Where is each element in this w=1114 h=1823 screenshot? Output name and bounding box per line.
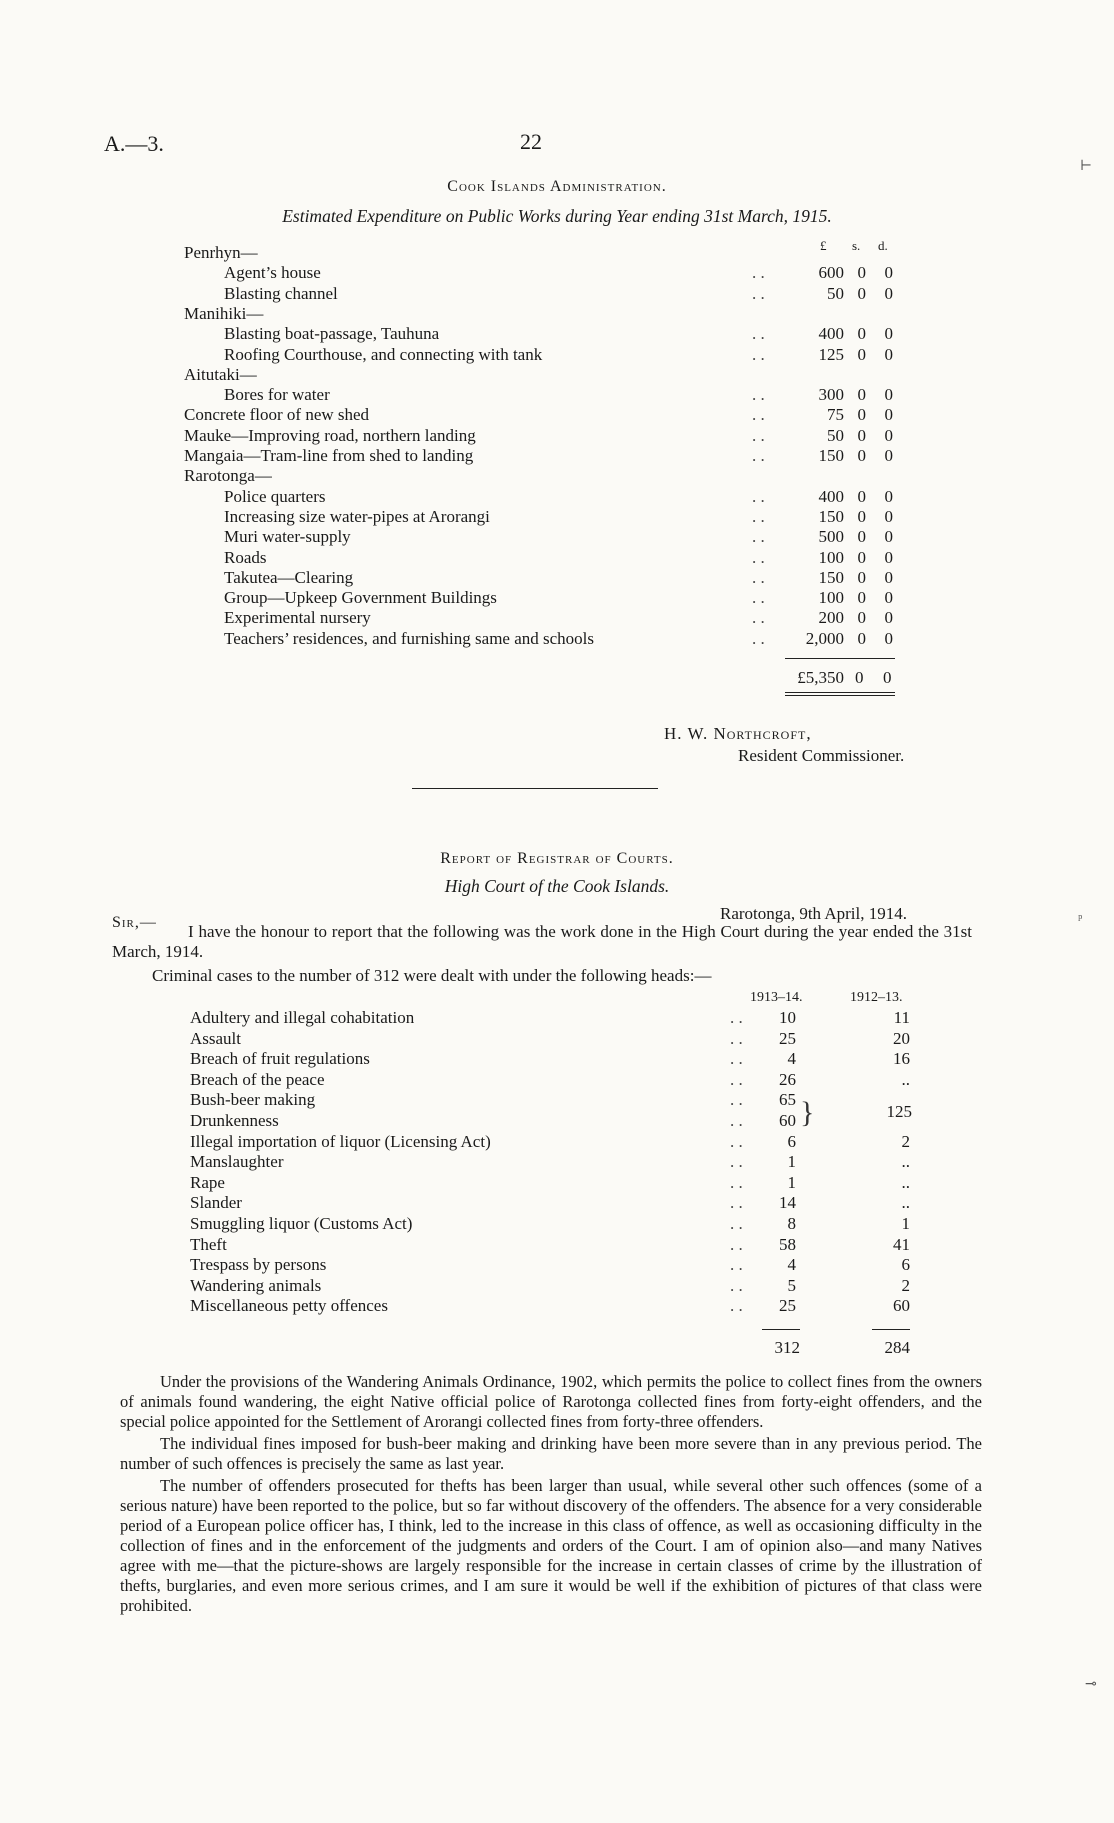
crime-count-1913: 1 xyxy=(787,1172,796,1192)
leader-dots: . . xyxy=(730,1275,743,1295)
expenditure-row-pounds: 150 xyxy=(818,506,844,526)
expenditure-row-pounds: 200 xyxy=(818,608,844,628)
expenditure-row-pence: 0 xyxy=(884,263,893,283)
leader-dots: . . xyxy=(730,1090,743,1110)
expenditure-row-pence: 0 xyxy=(884,486,893,506)
expenditure-title: Cook Islands Administration. xyxy=(447,178,667,195)
expenditure-row-pounds: 150 xyxy=(818,567,844,587)
report-title: Report of Registrar of Courts. xyxy=(440,850,674,867)
expenditure-row xyxy=(0,527,1114,547)
expenditure-row-pounds: 600 xyxy=(818,263,844,283)
expenditure-row-pence: 0 xyxy=(884,324,893,344)
series-code: A.—3. xyxy=(104,131,164,156)
expenditure-row-shillings: 0 xyxy=(857,283,866,303)
leader-dots: . . xyxy=(752,446,765,465)
crime-count-1913: 4 xyxy=(787,1049,796,1069)
expenditure-row-pence: 0 xyxy=(884,344,893,364)
crime-row xyxy=(0,1296,1114,1316)
expenditure-row-pence: 0 xyxy=(884,608,893,628)
expenditure-row-pence: 0 xyxy=(884,547,893,567)
crime-count-1912: .. xyxy=(901,1152,910,1172)
expenditure-row-label: Bores for water xyxy=(224,385,330,405)
crime-count-1912: 16 xyxy=(893,1049,910,1069)
bracket-value: 125 xyxy=(886,1102,912,1121)
expenditure-row xyxy=(0,324,1114,344)
leader-dots: . . xyxy=(730,1255,743,1275)
expenditure-row xyxy=(0,507,1114,527)
crime-row-label: Adultery and illegal cohabitation xyxy=(190,1008,415,1027)
margin-mark: ⊸ xyxy=(1085,1677,1097,1692)
crime-row-label: Breach of fruit regulations xyxy=(190,1049,370,1069)
crime-count-1913: 26 xyxy=(779,1069,796,1089)
expenditure-row-pounds: 100 xyxy=(818,588,844,608)
expenditure-row-pence: 0 xyxy=(884,588,893,608)
crime-row xyxy=(0,1276,1114,1296)
crime-count-1912: 20 xyxy=(893,1028,910,1048)
crime-row-label: Wandering animals xyxy=(190,1275,322,1295)
expenditure-row-pence: 0 xyxy=(884,425,893,445)
expenditure-row xyxy=(0,588,1114,608)
crime-count-1913: 58 xyxy=(779,1234,796,1254)
crime-count-1913: 25 xyxy=(779,1028,796,1048)
expenditure-row-label: Mauke—Improving road, northern landing xyxy=(184,425,476,445)
leader-dots: . . xyxy=(730,1234,743,1254)
crime-row-label: Trespass by persons xyxy=(190,1255,327,1275)
expenditure-row-pence: 0 xyxy=(884,527,893,547)
leader-dots: . . xyxy=(752,263,765,283)
expenditure-row-shillings: 0 xyxy=(857,527,866,547)
crime-row xyxy=(0,1008,1114,1028)
crime-row-label: Breach of the peace xyxy=(190,1069,325,1089)
expenditure-total-pounds: £5,350 xyxy=(797,668,844,687)
expenditure-row xyxy=(0,487,1114,507)
expenditure-total-rule xyxy=(785,658,895,659)
crime-row-label: Slander xyxy=(190,1193,242,1213)
expenditure-row-label: Rarotonga— xyxy=(184,466,272,486)
signatory-title: Resident Commissioner. xyxy=(738,746,905,765)
col-1912-header: 1912–13. xyxy=(850,990,903,1005)
leader-dots: . . xyxy=(752,567,765,587)
margin-mark: ⊢ xyxy=(1080,159,1093,174)
expenditure-row-shillings: 0 xyxy=(857,324,866,344)
leader-dots: . . xyxy=(730,1214,743,1233)
crime-count-1913: 1 xyxy=(787,1152,796,1172)
expenditure-total-pence: 0 xyxy=(883,668,892,687)
expenditure-row-label: Penrhyn— xyxy=(184,243,258,262)
expenditure-row-pence: 0 xyxy=(884,405,893,425)
leader-dots: . . xyxy=(752,547,765,567)
expenditure-total-double-rule-1 xyxy=(785,692,895,693)
expenditure-row-pence: 0 xyxy=(884,446,893,465)
crime-count-1912: .. xyxy=(901,1193,910,1213)
crime-count-1912: 1 xyxy=(901,1214,910,1233)
expenditure-total-double-rule-2 xyxy=(785,695,895,696)
expenditure-total-shillings: 0 xyxy=(855,668,864,687)
expenditure-row-label: Manihiki— xyxy=(184,303,264,323)
expenditure-row xyxy=(0,243,1114,263)
crime-row-label: Rape xyxy=(190,1172,225,1192)
report-subtitle: High Court of the Cook Islands. xyxy=(444,876,670,896)
crime-row-label: Smuggling liquor (Customs Act) xyxy=(190,1214,413,1233)
expenditure-row-pounds: 400 xyxy=(818,486,844,506)
leader-dots: . . xyxy=(752,385,765,405)
crime-count-1912: .. xyxy=(901,1069,910,1089)
place-date: Rarotonga, 9th April, 1914. xyxy=(720,904,907,923)
crime-row xyxy=(0,1193,1114,1213)
crime-row xyxy=(0,1070,1114,1090)
expenditure-row-pounds: 100 xyxy=(818,547,844,567)
expenditure-row-label: Teachers’ residences, and furnishing same and schools xyxy=(224,628,595,648)
expenditure-row-shillings: 0 xyxy=(857,425,866,445)
expenditure-row-label: Mangaia—Tram-line from shed to landing xyxy=(184,446,474,465)
paragraph-wandering-animals: Under the provisions of the Wandering Animals Ordinance, 1902, which permits the police to collect fines from the owners of animals found wandering, the eight Native official police of Rarotonga collected fines from forty-eight offenders, and the special police appointed for the Settlement of Arorangi collected fines from forty-three offenders. xyxy=(120,1372,982,1431)
crime-row xyxy=(0,1235,1114,1255)
expenditure-row-pounds: 125 xyxy=(818,344,844,364)
expenditure-row xyxy=(0,304,1114,324)
col-shillings-header: s. xyxy=(852,238,861,253)
crime-count-1913: 25 xyxy=(779,1296,796,1316)
leader-dots: . . xyxy=(752,506,765,526)
expenditure-row-label: Blasting boat-passage, Tauhuna xyxy=(224,324,440,344)
paragraph-thefts: The number of offenders prosecuted for thefts has been larger than usual, while several other such offences (some of a serious nature) have been reported to the police, but so far without discovery of the offenders. The absence for a very considerable period of a European police officer has, I think, led to the increase in this class of offence, as well as occasioning difficulty in the collection of fines and in the enforcement of the judgments and orders of the Court. I am of opinion also—and many Natives agree with me—that the picture-shows are largely responsible for the increase in certain classes of crime by the illustration of thefts, burglaries, and even more serious crimes, and I am sure it would be well if the exhibition of pictures of that class were prohibited. xyxy=(120,1476,982,1615)
crime-row-label: Illegal importation of liquor (Licensing Act) xyxy=(190,1131,491,1151)
leader-dots: . . xyxy=(730,1111,743,1130)
col-pence-header: d. xyxy=(878,238,888,253)
expenditure-row-pence: 0 xyxy=(884,283,893,303)
crime-row-label: Assault xyxy=(190,1028,241,1048)
bracket-brace: } xyxy=(800,1096,815,1129)
expenditure-row-label: Group—Upkeep Government Buildings xyxy=(224,588,497,608)
leader-dots: . . xyxy=(730,1028,743,1048)
crime-total-rule-a xyxy=(762,1329,800,1330)
crime-count-1912: 2 xyxy=(901,1131,910,1151)
leader-dots: . . xyxy=(752,324,765,344)
crime-count-1913: 10 xyxy=(779,1008,796,1027)
expenditure-row-shillings: 0 xyxy=(857,608,866,628)
crime-row xyxy=(0,1132,1114,1152)
expenditure-row-shillings: 0 xyxy=(857,547,866,567)
criminal-intro: Criminal cases to the number of 312 were dealt with under the following heads:— xyxy=(152,966,712,985)
margin-mark: ᵖ xyxy=(1078,912,1083,927)
signatory-name: H. W. Northcroft, xyxy=(664,724,812,743)
expenditure-row xyxy=(0,548,1114,568)
leader-dots: . . xyxy=(730,1069,743,1089)
expenditure-row-label: Agent’s house xyxy=(224,263,321,283)
crime-row xyxy=(0,1255,1114,1275)
crime-row-label: Theft xyxy=(190,1234,227,1254)
crime-row-label: Manslaughter xyxy=(190,1152,284,1172)
col-pounds-header: £ xyxy=(820,238,827,253)
crime-count-1913: 65 xyxy=(779,1090,796,1110)
expenditure-row-pence: 0 xyxy=(884,506,893,526)
leader-dots: . . xyxy=(752,588,765,608)
expenditure-row xyxy=(0,466,1114,486)
crime-row xyxy=(0,1090,1114,1110)
expenditure-row-label: Muri water-supply xyxy=(224,527,351,547)
leader-dots: . . xyxy=(730,1193,743,1213)
leader-dots: . . xyxy=(752,486,765,506)
expenditure-row xyxy=(0,629,1114,649)
expenditure-row-pence: 0 xyxy=(884,628,893,648)
expenditure-row xyxy=(0,608,1114,628)
crime-row-label: Miscellaneous petty offences xyxy=(190,1296,388,1316)
leader-dots: . . xyxy=(730,1131,743,1151)
expenditure-row-pounds: 500 xyxy=(818,527,844,547)
crime-count-1912: 41 xyxy=(893,1234,910,1254)
expenditure-row xyxy=(0,568,1114,588)
paragraph-bush-beer: The individual fines imposed for bush-beer making and drinking have been more severe than in any previous period. The number of such offences is precisely the same as last year. xyxy=(120,1434,982,1473)
expenditure-row-shillings: 0 xyxy=(857,588,866,608)
expenditure-row-shillings: 0 xyxy=(857,344,866,364)
expenditure-row xyxy=(0,365,1114,385)
leader-dots: . . xyxy=(752,527,765,547)
crime-row xyxy=(0,1111,1114,1131)
expenditure-row-pounds: 50 xyxy=(827,283,844,303)
leader-dots: . . xyxy=(752,283,765,303)
crime-row-label: Drunkenness xyxy=(190,1111,279,1130)
crime-count-1912: 60 xyxy=(893,1296,910,1316)
expenditure-row-label: Experimental nursery xyxy=(224,608,371,628)
expenditure-row-label: Blasting channel xyxy=(224,283,338,303)
crime-row-label: Bush-beer making xyxy=(190,1090,316,1110)
expenditure-row-label: Roads xyxy=(224,547,267,567)
leader-dots: . . xyxy=(730,1296,743,1316)
expenditure-row xyxy=(0,446,1114,466)
expenditure-row-label: Police quarters xyxy=(224,486,326,506)
crime-count-1913: 14 xyxy=(779,1193,796,1213)
intro-paragraph xyxy=(112,922,972,962)
crime-total-rule-b xyxy=(872,1329,910,1330)
crime-count-1913: 6 xyxy=(787,1131,796,1151)
body-paragraphs xyxy=(120,1372,982,1616)
expenditure-row-label: Aitutaki— xyxy=(184,364,257,384)
leader-dots: . . xyxy=(752,425,765,445)
expenditure-row-label: Concrete floor of new shed xyxy=(184,405,370,425)
crime-row xyxy=(0,1214,1114,1234)
expenditure-row-shillings: 0 xyxy=(857,446,866,465)
expenditure-row-shillings: 0 xyxy=(857,263,866,283)
crime-count-1913: 4 xyxy=(787,1255,796,1275)
crime-count-1913: 60 xyxy=(779,1111,796,1130)
expenditure-row-shillings: 0 xyxy=(857,405,866,425)
crime-row xyxy=(0,1029,1114,1049)
expenditure-row-shillings: 0 xyxy=(857,486,866,506)
leader-dots: . . xyxy=(730,1008,743,1027)
leader-dots: . . xyxy=(752,608,765,628)
crime-total-1912: 284 xyxy=(884,1338,910,1357)
expenditure-row-shillings: 0 xyxy=(857,628,866,648)
crime-total-1913: 312 xyxy=(774,1338,800,1357)
expenditure-row xyxy=(0,405,1114,425)
expenditure-row-label: Takutea—Clearing xyxy=(224,567,354,587)
expenditure-row xyxy=(0,263,1114,283)
expenditure-row xyxy=(0,426,1114,446)
expenditure-row xyxy=(0,345,1114,365)
expenditure-subtitle: Estimated Expenditure on Public Works during Year ending 31st March, 1915. xyxy=(282,206,832,226)
expenditure-row-label: Increasing size water-pipes at Arorangi xyxy=(224,506,490,526)
crime-count-1913: 8 xyxy=(787,1214,796,1233)
expenditure-row-pounds: 2,000 xyxy=(805,628,844,648)
expenditure-row-shillings: 0 xyxy=(857,506,866,526)
leader-dots: . . xyxy=(752,405,765,425)
expenditure-row-pounds: 400 xyxy=(818,324,844,344)
leader-dots: . . xyxy=(752,344,765,364)
expenditure-row xyxy=(0,284,1114,304)
expenditure-row-label: Roofing Courthouse, and connecting with tank xyxy=(224,344,543,364)
page-number: 22 xyxy=(520,129,542,154)
leader-dots: . . xyxy=(730,1049,743,1069)
leader-dots: . . xyxy=(752,628,765,648)
crime-count-1912: 6 xyxy=(901,1255,910,1275)
leader-dots: . . xyxy=(730,1172,743,1192)
crime-row xyxy=(0,1152,1114,1172)
col-1913-header: 1913–14. xyxy=(750,990,803,1005)
expenditure-row-pence: 0 xyxy=(884,567,893,587)
expenditure-row-shillings: 0 xyxy=(857,567,866,587)
expenditure-row-pounds: 50 xyxy=(827,425,844,445)
expenditure-row xyxy=(0,385,1114,405)
expenditure-row-pounds: 75 xyxy=(827,405,844,425)
leader-dots: . . xyxy=(730,1152,743,1172)
crime-count-1912: 2 xyxy=(901,1275,910,1295)
section-divider xyxy=(412,788,658,789)
crime-row xyxy=(0,1173,1114,1193)
salutation: Sir,— xyxy=(112,914,157,931)
crime-count-1912: .. xyxy=(901,1172,910,1192)
crime-row xyxy=(0,1049,1114,1069)
expenditure-row-pounds: 300 xyxy=(818,385,844,405)
expenditure-row-pence: 0 xyxy=(884,385,893,405)
intro-text: I have the honour to report that the following was the work done in the High Court during the year ended the 31st March, 1914. xyxy=(112,922,972,961)
expenditure-row-pounds: 150 xyxy=(818,446,844,465)
crime-count-1912: 11 xyxy=(893,1008,910,1027)
crime-count-1913: 5 xyxy=(787,1275,796,1295)
expenditure-row-shillings: 0 xyxy=(857,385,866,405)
